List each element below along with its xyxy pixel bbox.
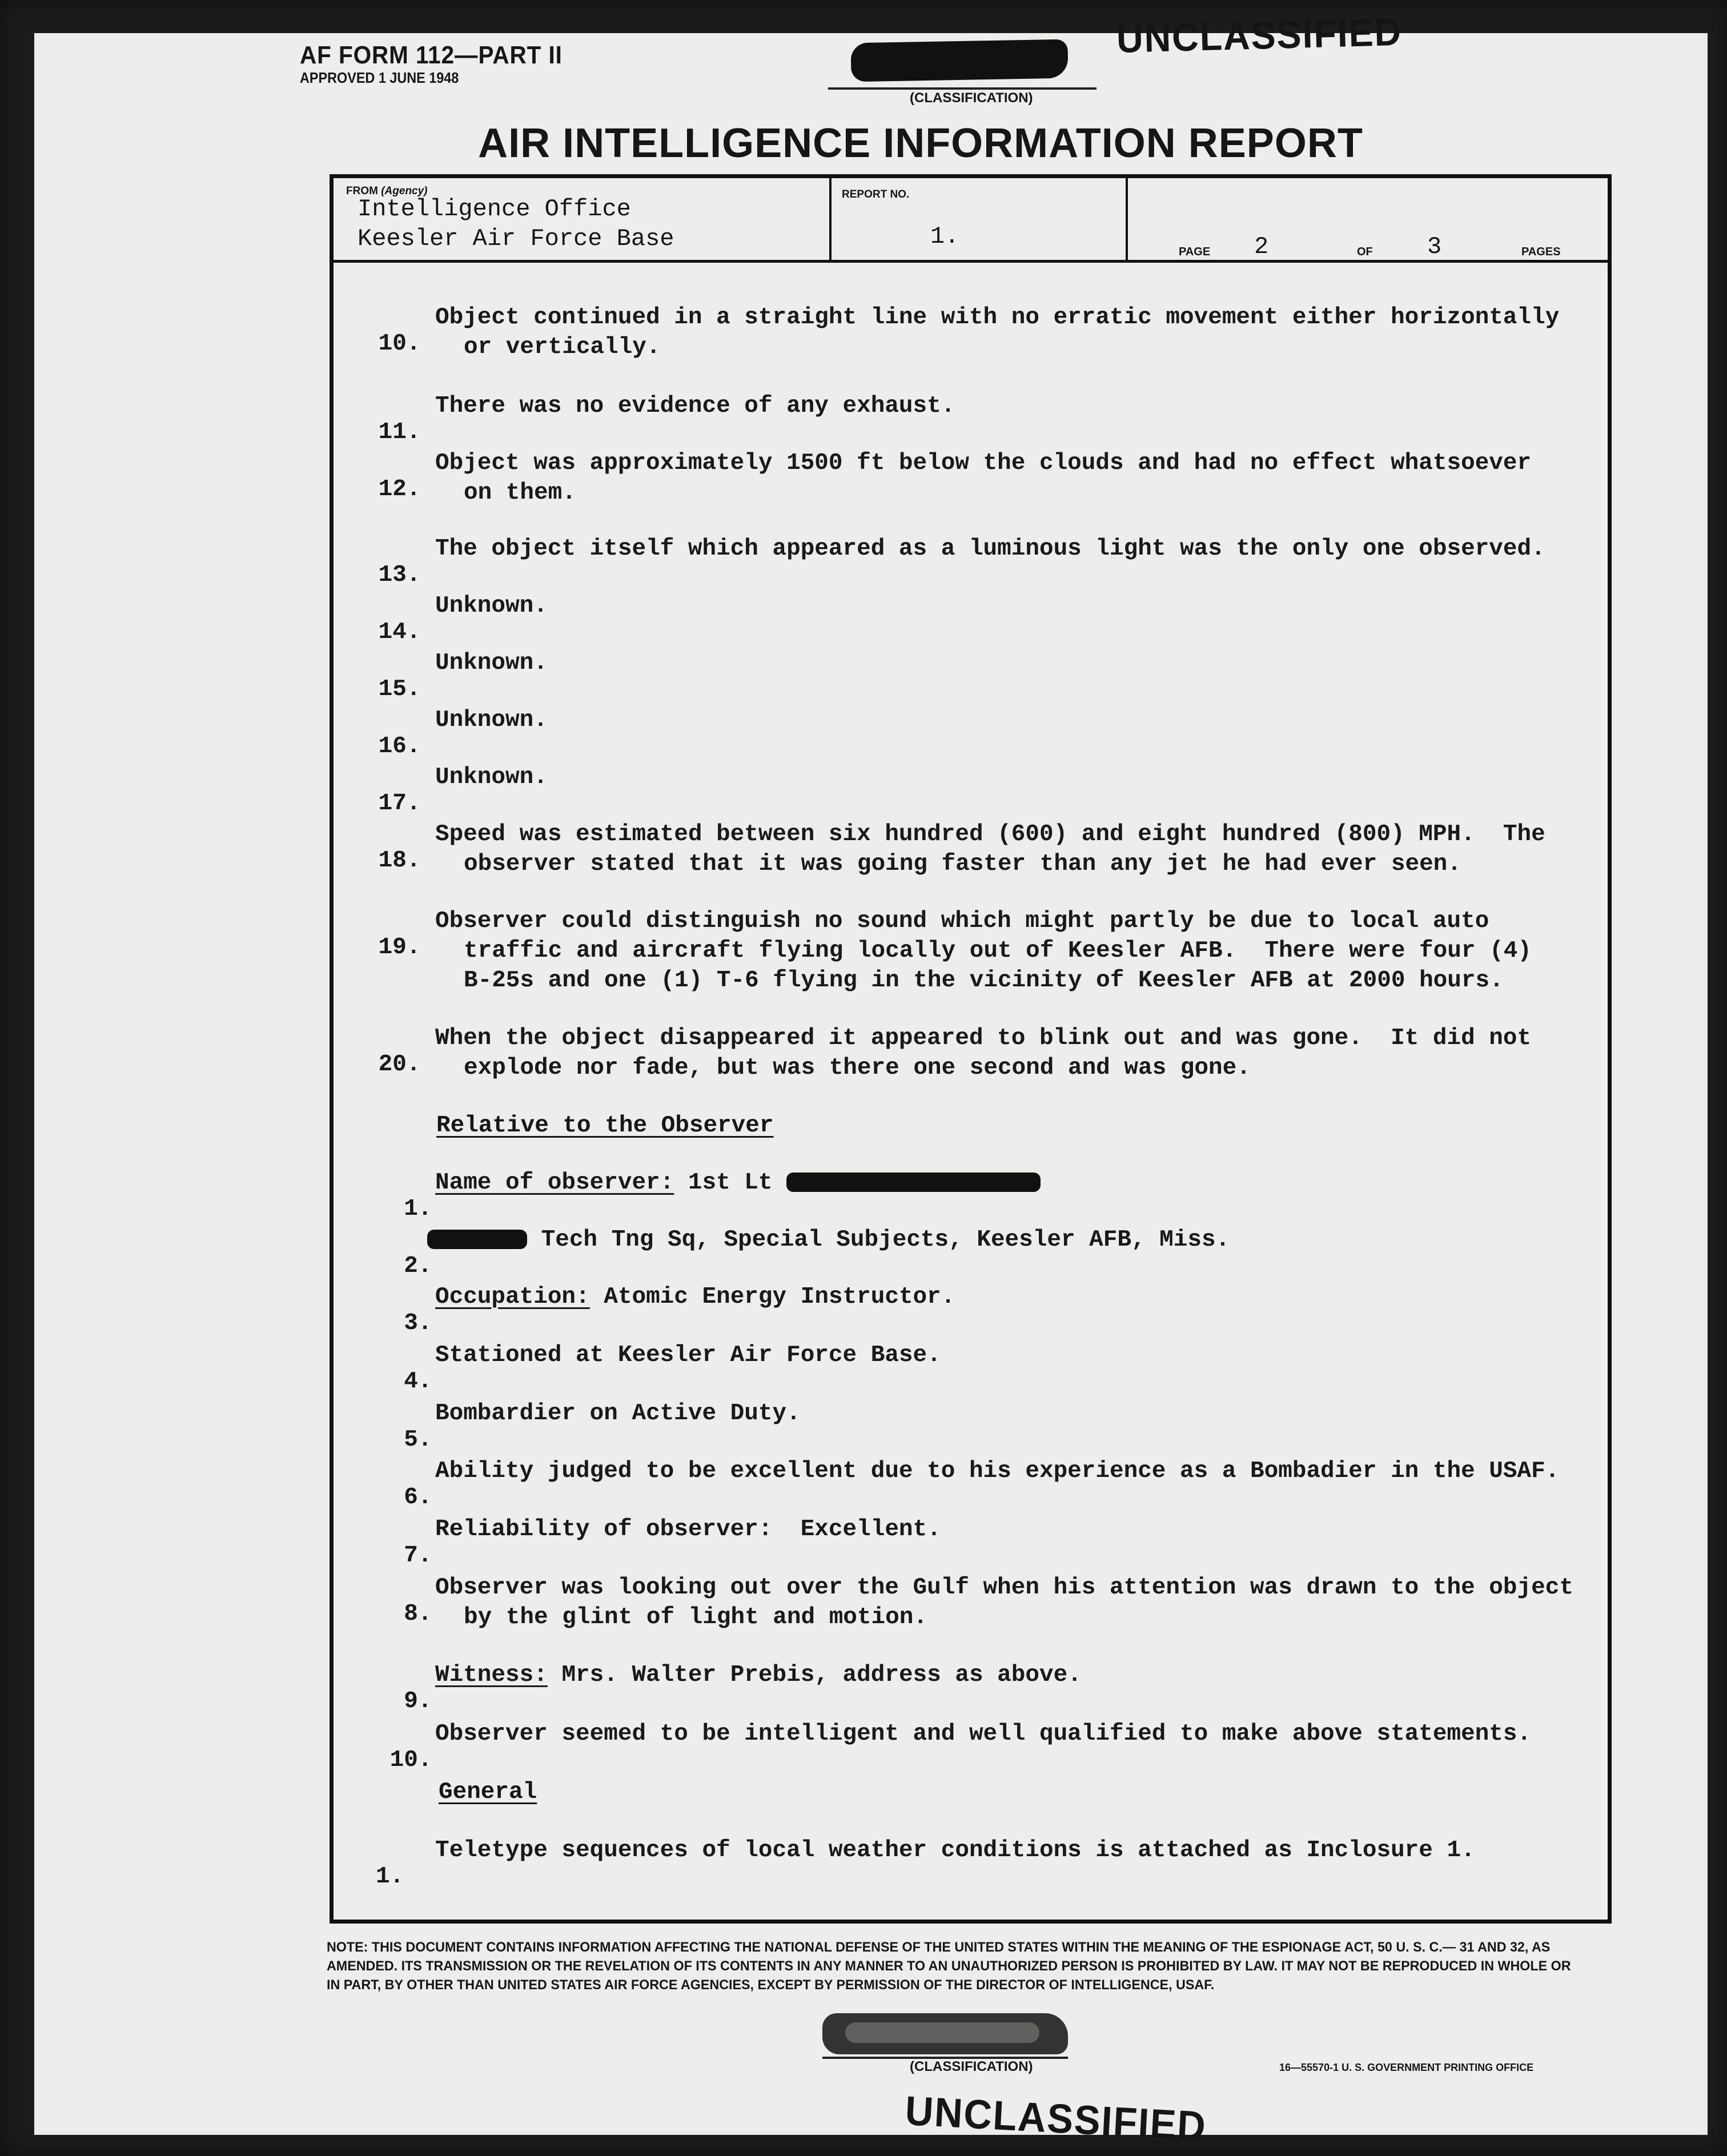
form-number: AF FORM 112—PART II <box>300 41 563 69</box>
from-label-text: FROM <box>346 185 378 197</box>
item-line: Unknown. <box>435 593 548 619</box>
classification-redaction-bottom <box>822 2013 1068 2054</box>
item-number: 4. <box>404 1368 432 1395</box>
from-agency-line1: Intelligence Office <box>358 195 631 223</box>
item-line: Object continued in a straight line with no erratic movement either horizontally <box>435 304 1560 331</box>
item-number: 1. <box>404 1196 432 1222</box>
page-number: 2 <box>1254 233 1269 260</box>
page-label: PAGE <box>1179 246 1211 258</box>
pages-label: PAGES <box>1521 246 1561 258</box>
observer-unit: Tech Tng Sq, Special Subjects, Keesler AFB, Miss. <box>541 1227 1230 1253</box>
item-number: 19. <box>378 934 421 961</box>
item-number: 13. <box>378 562 421 588</box>
item-number: 10. <box>389 1747 432 1773</box>
item-line: The object itself which appeared as a luminous light was the only one observed. <box>435 536 1545 562</box>
observer-reliability: Reliability of observer: Excellent. <box>435 1516 941 1543</box>
item-line: Object was approximately 1500 ft below the clouds and had no effect whatsoever <box>435 450 1532 476</box>
item-line: B-25s and one (1) T-6 flying in the vicinity of Keesler AFB at 2000 hours. <box>464 967 1504 994</box>
item-number: 2. <box>404 1253 432 1279</box>
item-number: 16. <box>378 733 421 760</box>
item-number: 1. <box>376 1864 404 1890</box>
item-number: 7. <box>404 1543 432 1569</box>
item-line: observer stated that it was going faster than any jet he had ever seen. <box>464 851 1461 877</box>
item-number: 5. <box>404 1427 432 1453</box>
occupation-value: Atomic Energy Instructor. <box>589 1284 955 1310</box>
classification-line-top <box>828 87 1097 90</box>
witness-value: Mrs. Walter Prebis, address as above. <box>547 1662 1082 1688</box>
report-header <box>334 178 1608 263</box>
item-number: 3. <box>404 1310 432 1336</box>
total-pages: 3 <box>1427 233 1442 260</box>
item-line: traffic and aircraft flying locally out of Keesler AFB. There were four (4) <box>464 938 1532 964</box>
squadron-redaction <box>427 1230 527 1249</box>
observer-section-heading: Relative to the Observer <box>436 1113 774 1139</box>
unclassified-stamp-bottom: UNCLASSIFIED <box>903 2088 1208 2150</box>
item-number: 10. <box>378 331 421 357</box>
item-line: Observer was looking out over the Gulf when his attention was drawn to the object <box>435 1575 1573 1601</box>
report-no-label: REPORT NO. <box>842 188 910 200</box>
classification-redaction-top <box>850 39 1068 82</box>
item-number: 12. <box>378 476 421 503</box>
espionage-act-note <box>327 1938 1579 1994</box>
item-line: Unknown. <box>435 707 548 733</box>
classification-label-bottom: (CLASSIFICATION) <box>910 2059 1033 2074</box>
general-inclosure-note: Teletype sequences of local weather conditions is attached as Inclosure 1. <box>435 1837 1475 1864</box>
occupation-label: Occupation: <box>435 1284 590 1310</box>
header-divider-1 <box>829 178 832 263</box>
item-line: Unknown. <box>435 650 548 676</box>
item-number: 9. <box>404 1688 432 1715</box>
agency-label: (Agency) <box>381 185 428 197</box>
item-line: on them. <box>464 480 576 506</box>
of-label: OF <box>1357 246 1373 258</box>
report-no-value: 1. <box>930 223 959 250</box>
item-line: Speed was estimated between six hundred (600) and eight hundred (800) MPH. The <box>435 821 1545 848</box>
observer-ability: Ability judged to be excellent due to his experience as a Bombadier in the USAF. <box>435 1458 1560 1484</box>
item-line: There was no evidence of any exhaust. <box>435 393 955 419</box>
item-number: 14. <box>378 619 421 645</box>
item-line: Observer could distinguish no sound which might partly be due to local auto <box>435 908 1489 934</box>
item-number: 6. <box>404 1484 432 1511</box>
item-number: 8. <box>404 1601 432 1627</box>
observer-name-redaction <box>786 1173 1041 1192</box>
note-label: NOTE: <box>327 1940 368 1955</box>
observer-name-label: Name of observer: <box>435 1170 674 1196</box>
printing-office-code: 16—55570-1 U. S. GOVERNMENT PRINTING OFFICE <box>1279 2062 1534 2073</box>
from-agency-line2: Keesler Air Force Base <box>358 225 674 252</box>
note-text: THIS DOCUMENT CONTAINS INFORMATION AFFECTING THE NATIONAL DEFENSE OF THE UNITED STATES WITHIN THE MEANING OF THE ESPIONAGE ACT, 50 U. S. C.— 31 AND 32, AS AMENDED. ITS TRANSMISSION OR THE REVELATION OF ITS CONTENTS IN ANY MANNER TO AN UNAUTHORIZED PERSON IS PROHIBITED BY LAW. IT MAY NOT BE REPRODUCED IN WHOLE OR IN PART, BY OTHER THAN UNITED STATES AIR FORCE AGENCIES, EXCEPT BY PERMISSION OF THE DIRECTOR OF INTELLIGENCE, USAF. <box>327 1940 1571 1993</box>
item-number: 11. <box>378 419 421 445</box>
classification-label-top: (CLASSIFICATION) <box>910 90 1033 106</box>
item-line: by the glint of light and motion. <box>464 1604 927 1631</box>
item-number: 18. <box>378 848 421 874</box>
report-title: AIR INTELLIGENCE INFORMATION REPORT <box>478 121 1363 166</box>
item-line: or vertically. <box>464 334 661 360</box>
observer-duty: Bombardier on Active Duty. <box>435 1400 801 1427</box>
item-number: 17. <box>378 790 421 817</box>
witness-label: Witness: <box>435 1662 548 1688</box>
item-number: 15. <box>378 676 421 702</box>
form-approved-date: APPROVED 1 JUNE 1948 <box>300 69 459 86</box>
general-section-heading: General <box>439 1779 537 1805</box>
item-number: 20. <box>378 1051 421 1078</box>
header-divider-2 <box>1126 178 1128 263</box>
item-line: Unknown. <box>435 764 548 790</box>
item-line: When the object disappeared it appeared to blink out and was gone. It did not <box>435 1025 1532 1051</box>
unclassified-stamp-top: UNCLASSIFIED <box>1116 10 1403 61</box>
observer-station: Stationed at Keesler Air Force Base. <box>435 1342 941 1368</box>
observer-name-value: 1st Lt <box>674 1170 773 1196</box>
observer-assessment: Observer seemed to be intelligent and well qualified to make above statements. <box>435 1721 1532 1747</box>
item-line: explode nor fade, but was there one second and was gone. <box>464 1055 1251 1081</box>
general-item-1 <box>326 1837 1475 1916</box>
